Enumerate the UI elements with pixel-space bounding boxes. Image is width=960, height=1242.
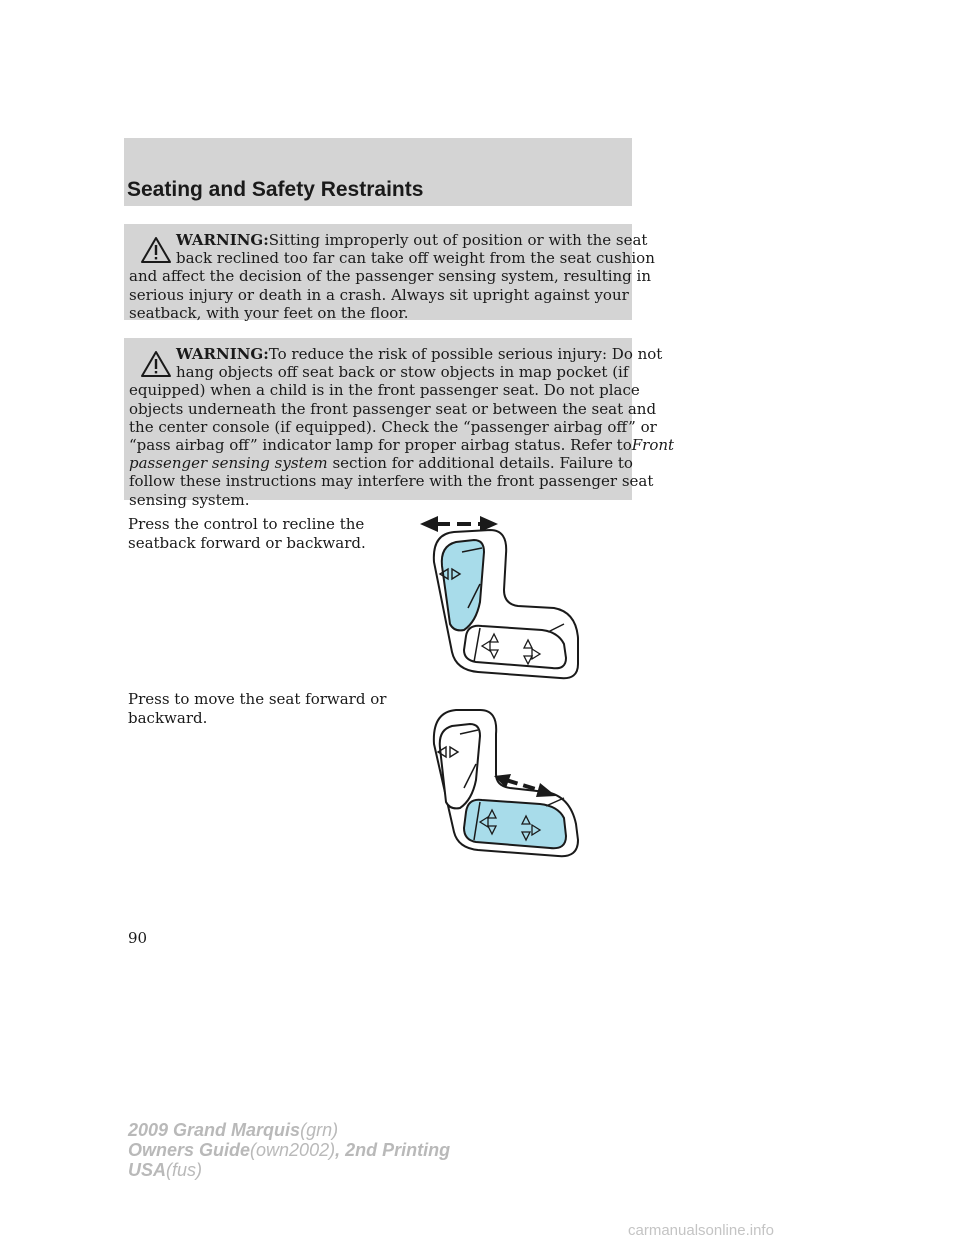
warning-box-recline: WARNING:Sitting improperly out of position or with the seat back reclined too far can take off weight from the seat cushion and affect the decision of the passenger sensing system, resulting in serious injury or death in a crash. Always sit upright against your seatback, with your feet on the floor. xyxy=(124,224,632,320)
section-reference: Front xyxy=(631,436,675,455)
watermark-text: carmanualsonline.info xyxy=(628,1222,774,1239)
warning-triangle-icon xyxy=(140,350,172,378)
section-title: Seating and Safety Restraints xyxy=(127,178,424,201)
recline-instruction: Press the control to recline the seatback forward or backward. xyxy=(128,515,366,552)
warning-box-objects: WARNING:To reduce the risk of possible serious injury: Do not hang objects off seat back or stow objects in map pocket (if equipped) when a child is in the front passenger seat. Do not place objects underneath the front passenger seat or between the seat and the center console (if equipped). Check the “passenger airbag off” or “pass airbag off” indicator lamp for proper airbag status. Refer toFront passenger sensing system section for additional details. Failure to follow these instructions may interfere with the front passenger seat sensing system. xyxy=(124,338,632,500)
seat-control-diagram-move xyxy=(418,700,590,860)
seat-control-diagram-recline xyxy=(410,512,590,684)
page-number: 90 xyxy=(128,929,148,947)
warning-label: WARNING: xyxy=(176,231,269,249)
section-reference: passenger sensing system xyxy=(129,454,328,473)
document-footer: 2009 Grand Marquis(grn) Owners Guide(own2002), 2nd Printing USA(fus) xyxy=(128,1120,451,1180)
warning-triangle-icon xyxy=(140,236,172,264)
move-instruction: Press to move the seat forward or backward. xyxy=(128,690,387,727)
warning-label: WARNING: xyxy=(176,345,269,363)
